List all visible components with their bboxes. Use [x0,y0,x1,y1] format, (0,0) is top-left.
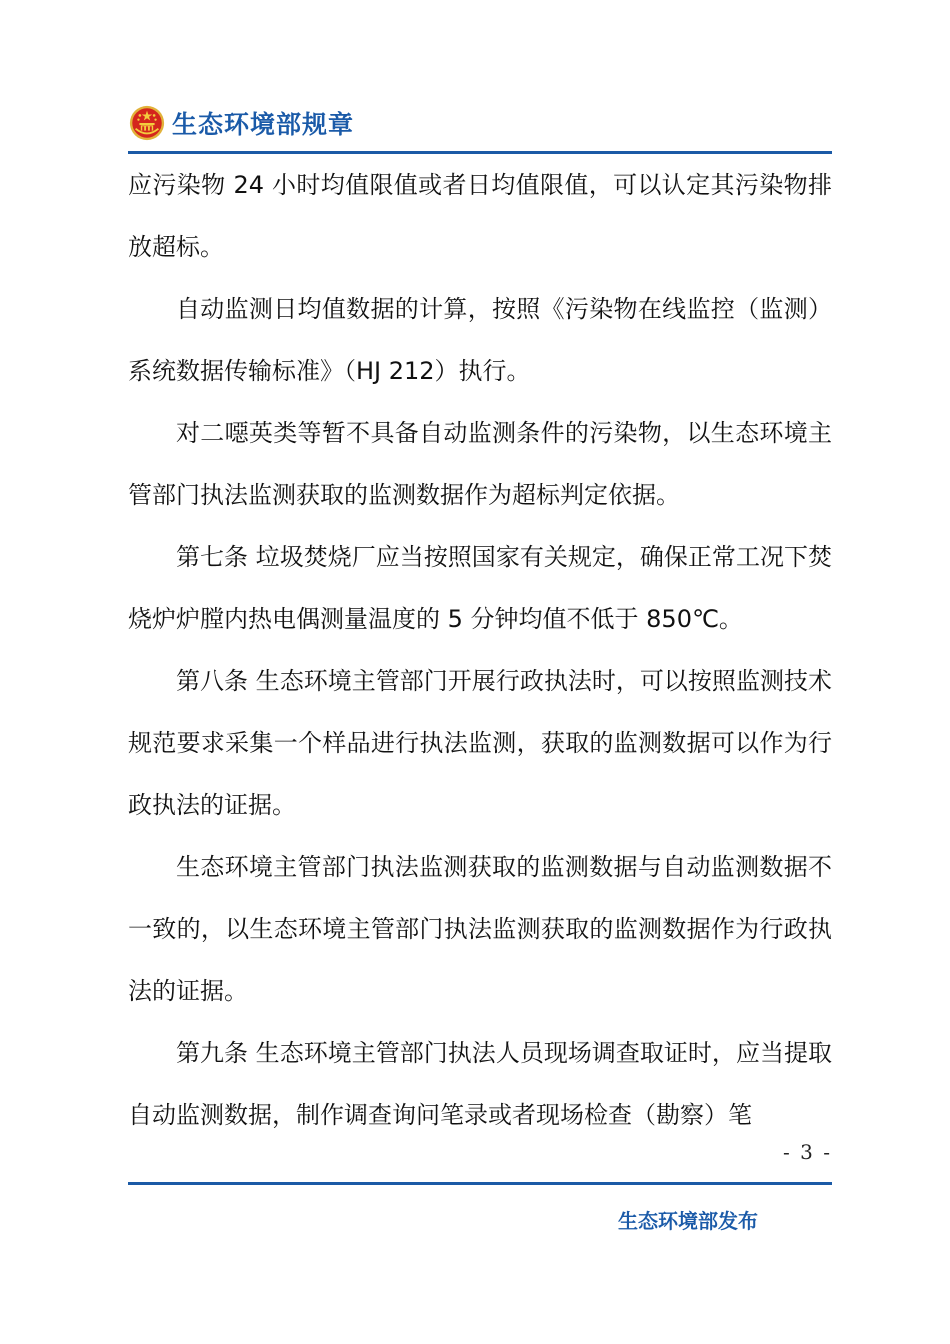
document-body [128,154,832,1146]
paragraph: 生态环境主管部门执法监测获取的监测数据与自动监测数据不一致的，以生态环境主管部门执法监测获取的监测数据作为行政执法的证据。 [128,853,832,1005]
document-header [128,100,354,146]
paragraph: 自动监测日均值数据的计算，按照《污染物在线监控（监测）系统数据传输标准》（HJ 212）执行。 [128,295,832,385]
paragraph: 对二噁英类等暂不具备自动监测条件的污染物，以生态环境主管部门执法监测获取的监测数据作为超标判定依据。 [128,419,832,509]
header-title: 生态环境部规章 [172,110,355,139]
article-7-paragraph: 第七条 垃圾焚烧厂应当按照国家有关规定，确保正常工况下焚烧炉炉膛内热电偶测量温度的 5 分钟均值不低于 850℃。 [128,543,832,633]
article-9-paragraph: 第九条 生态环境主管部门执法人员现场调查取证时，应当提取自动监测数据，制作调查询问笔录或者现场检查（勘察）笔 [128,1039,832,1129]
footer-divider [128,1182,832,1185]
national-emblem-icon [128,104,166,142]
footer-publisher: 生态环境部发布 [618,1209,758,1233]
page-number: - 3 - [783,1140,832,1164]
paragraph: 应污染物 24 小时均值限值或者日均值限值，可以认定其污染物排放超标。 [128,171,832,261]
article-8-paragraph: 第八条 生态环境主管部门开展行政执法时，可以按照监测技术规范要求采集一个样品进行执法监测，获取的监测数据可以作为行政执法的证据。 [128,667,832,819]
